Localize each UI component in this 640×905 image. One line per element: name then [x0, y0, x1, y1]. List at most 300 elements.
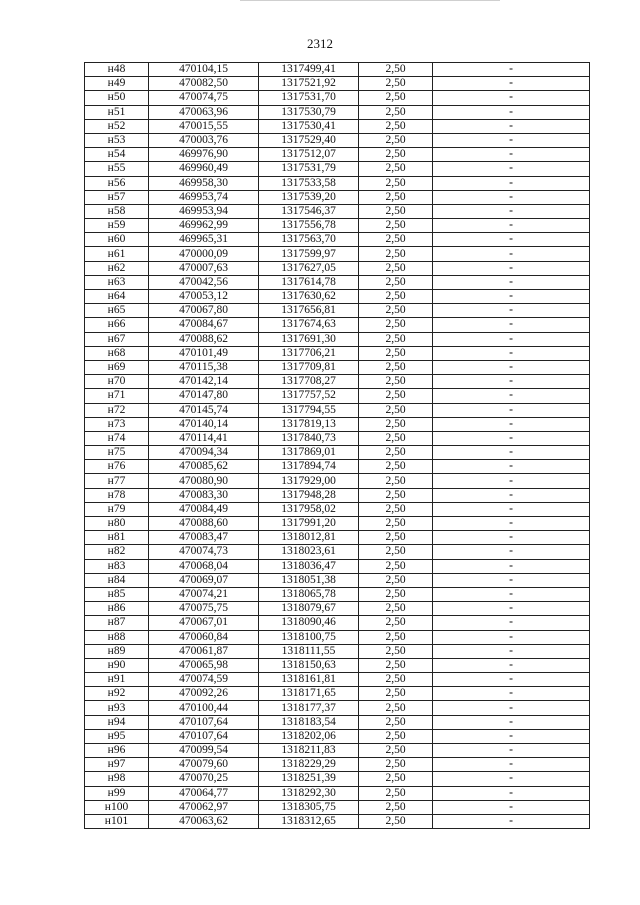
- x-coordinate-cell: 470074,59: [149, 673, 259, 687]
- point-id-cell: н56: [85, 176, 149, 190]
- accuracy-cell: 2,50: [359, 91, 433, 105]
- point-id-cell: н71: [85, 389, 149, 403]
- x-coordinate-cell: 470067,01: [149, 616, 259, 630]
- description-cell: -: [433, 687, 590, 701]
- accuracy-cell: 2,50: [359, 729, 433, 743]
- accuracy-cell: 2,50: [359, 318, 433, 332]
- accuracy-cell: 2,50: [359, 517, 433, 531]
- x-coordinate-cell: 469953,74: [149, 190, 259, 204]
- description-cell: -: [433, 389, 590, 403]
- point-id-cell: н65: [85, 304, 149, 318]
- y-coordinate-cell: 1317929,00: [259, 474, 359, 488]
- point-id-cell: н67: [85, 332, 149, 346]
- table-row: [85, 715, 590, 729]
- table-row: [85, 63, 590, 77]
- x-coordinate-cell: 469953,94: [149, 204, 259, 218]
- y-coordinate-cell: 1318150,63: [259, 658, 359, 672]
- table-row: [85, 744, 590, 758]
- accuracy-cell: 2,50: [359, 219, 433, 233]
- accuracy-cell: 2,50: [359, 204, 433, 218]
- table-row: [85, 644, 590, 658]
- x-coordinate-cell: 470000,09: [149, 247, 259, 261]
- x-coordinate-cell: 470082,50: [149, 77, 259, 91]
- accuracy-cell: 2,50: [359, 602, 433, 616]
- description-cell: -: [433, 290, 590, 304]
- y-coordinate-cell: 1317757,52: [259, 389, 359, 403]
- accuracy-cell: 2,50: [359, 673, 433, 687]
- accuracy-cell: 2,50: [359, 800, 433, 814]
- y-coordinate-cell: 1318292,30: [259, 786, 359, 800]
- y-coordinate-cell: 1318012,81: [259, 531, 359, 545]
- y-coordinate-cell: 1317706,21: [259, 346, 359, 360]
- table-row: [85, 91, 590, 105]
- description-cell: -: [433, 772, 590, 786]
- description-cell: -: [433, 219, 590, 233]
- description-cell: -: [433, 261, 590, 275]
- table-row: [85, 587, 590, 601]
- point-id-cell: н51: [85, 105, 149, 119]
- accuracy-cell: 2,50: [359, 389, 433, 403]
- table-row: [85, 531, 590, 545]
- accuracy-cell: 2,50: [359, 559, 433, 573]
- accuracy-cell: 2,50: [359, 616, 433, 630]
- accuracy-cell: 2,50: [359, 290, 433, 304]
- accuracy-cell: 2,50: [359, 346, 433, 360]
- table-row: [85, 190, 590, 204]
- point-id-cell: н98: [85, 772, 149, 786]
- y-coordinate-cell: 1317691,30: [259, 332, 359, 346]
- y-coordinate-cell: 1318312,65: [259, 814, 359, 828]
- description-cell: -: [433, 162, 590, 176]
- y-coordinate-cell: 1318065,78: [259, 587, 359, 601]
- accuracy-cell: 2,50: [359, 744, 433, 758]
- table-row: [85, 119, 590, 133]
- table-row: [85, 502, 590, 516]
- description-cell: -: [433, 531, 590, 545]
- y-coordinate-cell: 1318051,38: [259, 573, 359, 587]
- table-row: [85, 729, 590, 743]
- description-cell: -: [433, 63, 590, 77]
- point-id-cell: н89: [85, 644, 149, 658]
- table-row: [85, 701, 590, 715]
- y-coordinate-cell: 1317556,78: [259, 219, 359, 233]
- table-row: [85, 786, 590, 800]
- y-coordinate-cell: 1318090,46: [259, 616, 359, 630]
- x-coordinate-cell: 470094,34: [149, 446, 259, 460]
- description-cell: -: [433, 786, 590, 800]
- y-coordinate-cell: 1317521,92: [259, 77, 359, 91]
- description-cell: -: [433, 474, 590, 488]
- table-row: [85, 389, 590, 403]
- y-coordinate-cell: 1318161,81: [259, 673, 359, 687]
- description-cell: -: [433, 729, 590, 743]
- table-row: [85, 204, 590, 218]
- point-id-cell: н99: [85, 786, 149, 800]
- description-cell: -: [433, 744, 590, 758]
- table-row: [85, 290, 590, 304]
- x-coordinate-cell: 470003,76: [149, 133, 259, 147]
- accuracy-cell: 2,50: [359, 247, 433, 261]
- accuracy-cell: 2,50: [359, 360, 433, 374]
- y-coordinate-cell: 1317512,07: [259, 148, 359, 162]
- y-coordinate-cell: 1317630,62: [259, 290, 359, 304]
- point-id-cell: н86: [85, 602, 149, 616]
- accuracy-cell: 2,50: [359, 488, 433, 502]
- point-id-cell: н49: [85, 77, 149, 91]
- point-id-cell: н72: [85, 403, 149, 417]
- y-coordinate-cell: 1317533,58: [259, 176, 359, 190]
- accuracy-cell: 2,50: [359, 644, 433, 658]
- description-cell: -: [433, 800, 590, 814]
- point-id-cell: н80: [85, 517, 149, 531]
- x-coordinate-cell: 470084,49: [149, 502, 259, 516]
- accuracy-cell: 2,50: [359, 275, 433, 289]
- accuracy-cell: 2,50: [359, 431, 433, 445]
- point-id-cell: н54: [85, 148, 149, 162]
- accuracy-cell: 2,50: [359, 417, 433, 431]
- y-coordinate-cell: 1317563,70: [259, 233, 359, 247]
- accuracy-cell: 2,50: [359, 233, 433, 247]
- table-row: [85, 233, 590, 247]
- description-cell: -: [433, 488, 590, 502]
- accuracy-cell: 2,50: [359, 119, 433, 133]
- x-coordinate-cell: 470092,26: [149, 687, 259, 701]
- point-id-cell: н64: [85, 290, 149, 304]
- point-id-cell: н95: [85, 729, 149, 743]
- description-cell: -: [433, 318, 590, 332]
- y-coordinate-cell: 1317709,81: [259, 360, 359, 374]
- description-cell: -: [433, 190, 590, 204]
- y-coordinate-cell: 1317991,20: [259, 517, 359, 531]
- point-id-cell: н84: [85, 573, 149, 587]
- table-row: [85, 474, 590, 488]
- page-number: 2312: [307, 36, 333, 51]
- point-id-cell: н96: [85, 744, 149, 758]
- accuracy-cell: 2,50: [359, 63, 433, 77]
- description-cell: -: [433, 446, 590, 460]
- x-coordinate-cell: 470099,54: [149, 744, 259, 758]
- description-cell: -: [433, 148, 590, 162]
- y-coordinate-cell: 1317614,78: [259, 275, 359, 289]
- description-cell: -: [433, 616, 590, 630]
- point-id-cell: н55: [85, 162, 149, 176]
- point-id-cell: н82: [85, 545, 149, 559]
- accuracy-cell: 2,50: [359, 162, 433, 176]
- y-coordinate-cell: 1318305,75: [259, 800, 359, 814]
- y-coordinate-cell: 1317546,37: [259, 204, 359, 218]
- x-coordinate-cell: 470083,47: [149, 531, 259, 545]
- description-cell: -: [433, 701, 590, 715]
- x-coordinate-cell: 470062,97: [149, 800, 259, 814]
- table-row: [85, 417, 590, 431]
- y-coordinate-cell: 1317674,63: [259, 318, 359, 332]
- point-id-cell: н79: [85, 502, 149, 516]
- y-coordinate-cell: 1317869,01: [259, 446, 359, 460]
- y-coordinate-cell: 1318036,47: [259, 559, 359, 573]
- description-cell: -: [433, 403, 590, 417]
- table-row: [85, 105, 590, 119]
- description-cell: -: [433, 460, 590, 474]
- table-row: [85, 275, 590, 289]
- description-cell: -: [433, 814, 590, 828]
- table-row: [85, 403, 590, 417]
- y-coordinate-cell: 1317894,74: [259, 460, 359, 474]
- description-cell: -: [433, 91, 590, 105]
- x-coordinate-cell: 470063,62: [149, 814, 259, 828]
- point-id-cell: н50: [85, 91, 149, 105]
- x-coordinate-cell: 470067,80: [149, 304, 259, 318]
- description-cell: -: [433, 431, 590, 445]
- point-id-cell: н77: [85, 474, 149, 488]
- accuracy-cell: 2,50: [359, 502, 433, 516]
- x-coordinate-cell: 470140,14: [149, 417, 259, 431]
- coordinates-table: [84, 62, 590, 829]
- point-id-cell: н70: [85, 375, 149, 389]
- table-row: [85, 446, 590, 460]
- table-row: [85, 545, 590, 559]
- y-coordinate-cell: 1318171,65: [259, 687, 359, 701]
- accuracy-cell: 2,50: [359, 176, 433, 190]
- scan-top-edge: [240, 0, 500, 1]
- description-cell: -: [433, 545, 590, 559]
- point-id-cell: н94: [85, 715, 149, 729]
- point-id-cell: н81: [85, 531, 149, 545]
- x-coordinate-cell: 469976,90: [149, 148, 259, 162]
- table-row: [85, 687, 590, 701]
- point-id-cell: н48: [85, 63, 149, 77]
- y-coordinate-cell: 1317529,40: [259, 133, 359, 147]
- description-cell: -: [433, 233, 590, 247]
- point-id-cell: н75: [85, 446, 149, 460]
- x-coordinate-cell: 470147,80: [149, 389, 259, 403]
- accuracy-cell: 2,50: [359, 105, 433, 119]
- x-coordinate-cell: 470088,60: [149, 517, 259, 531]
- x-coordinate-cell: 470074,73: [149, 545, 259, 559]
- x-coordinate-cell: 470145,74: [149, 403, 259, 417]
- accuracy-cell: 2,50: [359, 758, 433, 772]
- table-row: [85, 318, 590, 332]
- table-row: [85, 772, 590, 786]
- point-id-cell: н61: [85, 247, 149, 261]
- accuracy-cell: 2,50: [359, 332, 433, 346]
- table-row: [85, 247, 590, 261]
- point-id-cell: н52: [85, 119, 149, 133]
- table-row: [85, 800, 590, 814]
- x-coordinate-cell: 470083,30: [149, 488, 259, 502]
- point-id-cell: н53: [85, 133, 149, 147]
- point-id-cell: н92: [85, 687, 149, 701]
- description-cell: -: [433, 332, 590, 346]
- point-id-cell: н97: [85, 758, 149, 772]
- table-row: [85, 460, 590, 474]
- y-coordinate-cell: 1318183,54: [259, 715, 359, 729]
- x-coordinate-cell: 470061,87: [149, 644, 259, 658]
- point-id-cell: н83: [85, 559, 149, 573]
- x-coordinate-cell: 470015,55: [149, 119, 259, 133]
- x-coordinate-cell: 469962,99: [149, 219, 259, 233]
- x-coordinate-cell: 470069,07: [149, 573, 259, 587]
- y-coordinate-cell: 1317627,05: [259, 261, 359, 275]
- x-coordinate-cell: 469960,49: [149, 162, 259, 176]
- description-cell: -: [433, 346, 590, 360]
- y-coordinate-cell: 1317656,81: [259, 304, 359, 318]
- y-coordinate-cell: 1317499,41: [259, 63, 359, 77]
- point-id-cell: н101: [85, 814, 149, 828]
- point-id-cell: н58: [85, 204, 149, 218]
- accuracy-cell: 2,50: [359, 133, 433, 147]
- description-cell: -: [433, 247, 590, 261]
- x-coordinate-cell: 470075,75: [149, 602, 259, 616]
- description-cell: -: [433, 658, 590, 672]
- table-row: [85, 602, 590, 616]
- description-cell: -: [433, 417, 590, 431]
- point-id-cell: н57: [85, 190, 149, 204]
- table-row: [85, 814, 590, 828]
- table-row: [85, 658, 590, 672]
- y-coordinate-cell: 1318023,61: [259, 545, 359, 559]
- point-id-cell: н76: [85, 460, 149, 474]
- description-cell: -: [433, 644, 590, 658]
- description-cell: -: [433, 559, 590, 573]
- description-cell: -: [433, 587, 590, 601]
- y-coordinate-cell: 1317794,55: [259, 403, 359, 417]
- accuracy-cell: 2,50: [359, 190, 433, 204]
- table-row: [85, 517, 590, 531]
- description-cell: -: [433, 758, 590, 772]
- y-coordinate-cell: 1318202,06: [259, 729, 359, 743]
- y-coordinate-cell: 1318177,37: [259, 701, 359, 715]
- x-coordinate-cell: 470101,49: [149, 346, 259, 360]
- table-row: [85, 261, 590, 275]
- point-id-cell: н74: [85, 431, 149, 445]
- x-coordinate-cell: 470064,77: [149, 786, 259, 800]
- x-coordinate-cell: 470070,25: [149, 772, 259, 786]
- x-coordinate-cell: 470100,44: [149, 701, 259, 715]
- point-id-cell: н93: [85, 701, 149, 715]
- x-coordinate-cell: 470068,04: [149, 559, 259, 573]
- table-row: [85, 488, 590, 502]
- x-coordinate-cell: 470079,60: [149, 758, 259, 772]
- y-coordinate-cell: 1318100,75: [259, 630, 359, 644]
- y-coordinate-cell: 1317840,73: [259, 431, 359, 445]
- coordinates-table-body: [85, 63, 590, 829]
- table-row: [85, 758, 590, 772]
- table-row: [85, 304, 590, 318]
- table-row: [85, 346, 590, 360]
- x-coordinate-cell: 469958,30: [149, 176, 259, 190]
- point-id-cell: н78: [85, 488, 149, 502]
- accuracy-cell: 2,50: [359, 573, 433, 587]
- y-coordinate-cell: 1317958,02: [259, 502, 359, 516]
- accuracy-cell: 2,50: [359, 304, 433, 318]
- description-cell: -: [433, 502, 590, 516]
- table-row: [85, 219, 590, 233]
- point-id-cell: н90: [85, 658, 149, 672]
- x-coordinate-cell: 469965,31: [149, 233, 259, 247]
- accuracy-cell: 2,50: [359, 701, 433, 715]
- x-coordinate-cell: 470115,38: [149, 360, 259, 374]
- accuracy-cell: 2,50: [359, 814, 433, 828]
- y-coordinate-cell: 1318211,83: [259, 744, 359, 758]
- point-id-cell: н87: [85, 616, 149, 630]
- accuracy-cell: 2,50: [359, 545, 433, 559]
- accuracy-cell: 2,50: [359, 77, 433, 91]
- y-coordinate-cell: 1317530,79: [259, 105, 359, 119]
- accuracy-cell: 2,50: [359, 772, 433, 786]
- accuracy-cell: 2,50: [359, 460, 433, 474]
- table-row: [85, 176, 590, 190]
- table-row: [85, 332, 590, 346]
- accuracy-cell: 2,50: [359, 403, 433, 417]
- x-coordinate-cell: 470007,63: [149, 261, 259, 275]
- accuracy-cell: 2,50: [359, 630, 433, 644]
- point-id-cell: н59: [85, 219, 149, 233]
- table-row: [85, 431, 590, 445]
- x-coordinate-cell: 470053,12: [149, 290, 259, 304]
- description-cell: -: [433, 360, 590, 374]
- table-row: [85, 162, 590, 176]
- point-id-cell: н63: [85, 275, 149, 289]
- accuracy-cell: 2,50: [359, 531, 433, 545]
- table-row: [85, 360, 590, 374]
- x-coordinate-cell: 470114,41: [149, 431, 259, 445]
- y-coordinate-cell: 1318251,39: [259, 772, 359, 786]
- table-row: [85, 375, 590, 389]
- table-row: [85, 673, 590, 687]
- y-coordinate-cell: 1318229,29: [259, 758, 359, 772]
- table-row: [85, 148, 590, 162]
- y-coordinate-cell: 1317708,27: [259, 375, 359, 389]
- accuracy-cell: 2,50: [359, 446, 433, 460]
- y-coordinate-cell: 1317819,13: [259, 417, 359, 431]
- point-id-cell: н69: [85, 360, 149, 374]
- x-coordinate-cell: 470084,67: [149, 318, 259, 332]
- y-coordinate-cell: 1317599,97: [259, 247, 359, 261]
- description-cell: -: [433, 573, 590, 587]
- y-coordinate-cell: 1317531,79: [259, 162, 359, 176]
- description-cell: -: [433, 275, 590, 289]
- accuracy-cell: 2,50: [359, 715, 433, 729]
- x-coordinate-cell: 470074,75: [149, 91, 259, 105]
- y-coordinate-cell: 1317948,28: [259, 488, 359, 502]
- description-cell: -: [433, 105, 590, 119]
- table-row: [85, 77, 590, 91]
- table-row: [85, 616, 590, 630]
- description-cell: -: [433, 204, 590, 218]
- x-coordinate-cell: 470107,64: [149, 729, 259, 743]
- point-id-cell: н60: [85, 233, 149, 247]
- x-coordinate-cell: 470060,84: [149, 630, 259, 644]
- accuracy-cell: 2,50: [359, 786, 433, 800]
- point-id-cell: н91: [85, 673, 149, 687]
- point-id-cell: н62: [85, 261, 149, 275]
- accuracy-cell: 2,50: [359, 375, 433, 389]
- point-id-cell: н68: [85, 346, 149, 360]
- point-id-cell: н73: [85, 417, 149, 431]
- x-coordinate-cell: 470065,98: [149, 658, 259, 672]
- y-coordinate-cell: 1318079,67: [259, 602, 359, 616]
- accuracy-cell: 2,50: [359, 261, 433, 275]
- description-cell: -: [433, 119, 590, 133]
- point-id-cell: н100: [85, 800, 149, 814]
- description-cell: -: [433, 375, 590, 389]
- description-cell: -: [433, 602, 590, 616]
- x-coordinate-cell: 470080,90: [149, 474, 259, 488]
- point-id-cell: н88: [85, 630, 149, 644]
- x-coordinate-cell: 470042,56: [149, 275, 259, 289]
- description-cell: -: [433, 77, 590, 91]
- x-coordinate-cell: 470088,62: [149, 332, 259, 346]
